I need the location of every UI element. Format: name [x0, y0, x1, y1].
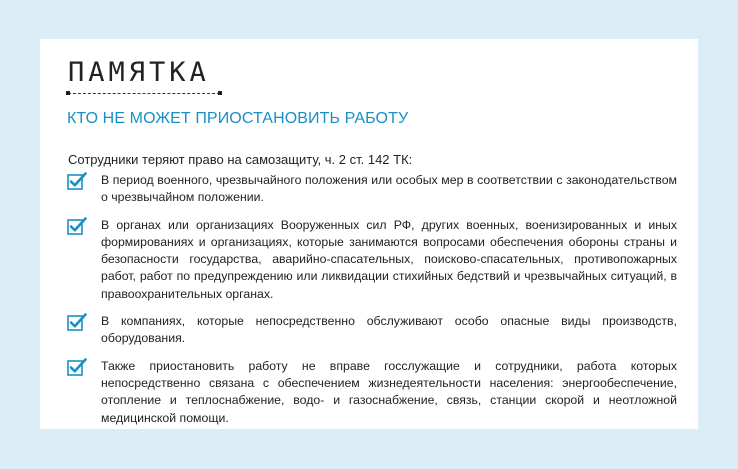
list-item-text: В компаниях, которые непосредственно обслуживают особо опасные виды производств, оборудования.: [101, 314, 677, 346]
list-item: [67, 172, 677, 207]
checklist: [67, 172, 677, 437]
list-item: [67, 313, 677, 348]
memo-subtitle: КТО НЕ МОЖЕТ ПРИОСТАНОВИТЬ РАБОТУ: [67, 110, 409, 127]
list-item-text: Также приостановить работу не вправе госслужащие и сотрудники, работа которых непосредственно связана с обеспечением жизнедеятельности населения: энергообеспечение, отопление и теплоснабжение, водо- и газоснабжение, связь, станции скорой и неотложной медицинской помощи.: [101, 358, 677, 425]
list-item-text: В период военного, чрезвычайного положения или особых мер в соответствии с законодательством о чрезвычайном положении.: [101, 173, 677, 205]
list-item-text: В органах или организациях Вооруженных сил РФ, других военных, военизированных и иных формированиях и организациях, которые занимаются вопросами обеспечения обороны страны и безопасности государства, аварийно-спасательных, поисково-спасательных, противопожарных работ, работ по предупреждению или ликвидации стихийных бедствий и чрезвычайных ситуаций, в правоохранительных органах.: [101, 217, 677, 301]
checkbox-checked-icon: [67, 358, 87, 376]
intro-text: Сотрудники теряют право на самозащиту, ч. 2 ст. 142 ТК:: [68, 152, 413, 167]
checkbox-checked-icon: [67, 172, 87, 190]
memo-card: [40, 39, 698, 429]
memo-title: ПАМЯТКА: [68, 57, 210, 88]
list-item: [67, 358, 677, 427]
checkbox-checked-icon: [67, 313, 87, 331]
divider-dot-right: [218, 91, 222, 95]
title-divider: [68, 93, 220, 94]
list-item: [67, 217, 677, 303]
checkbox-checked-icon: [67, 217, 87, 235]
divider-dot-left: [66, 91, 70, 95]
